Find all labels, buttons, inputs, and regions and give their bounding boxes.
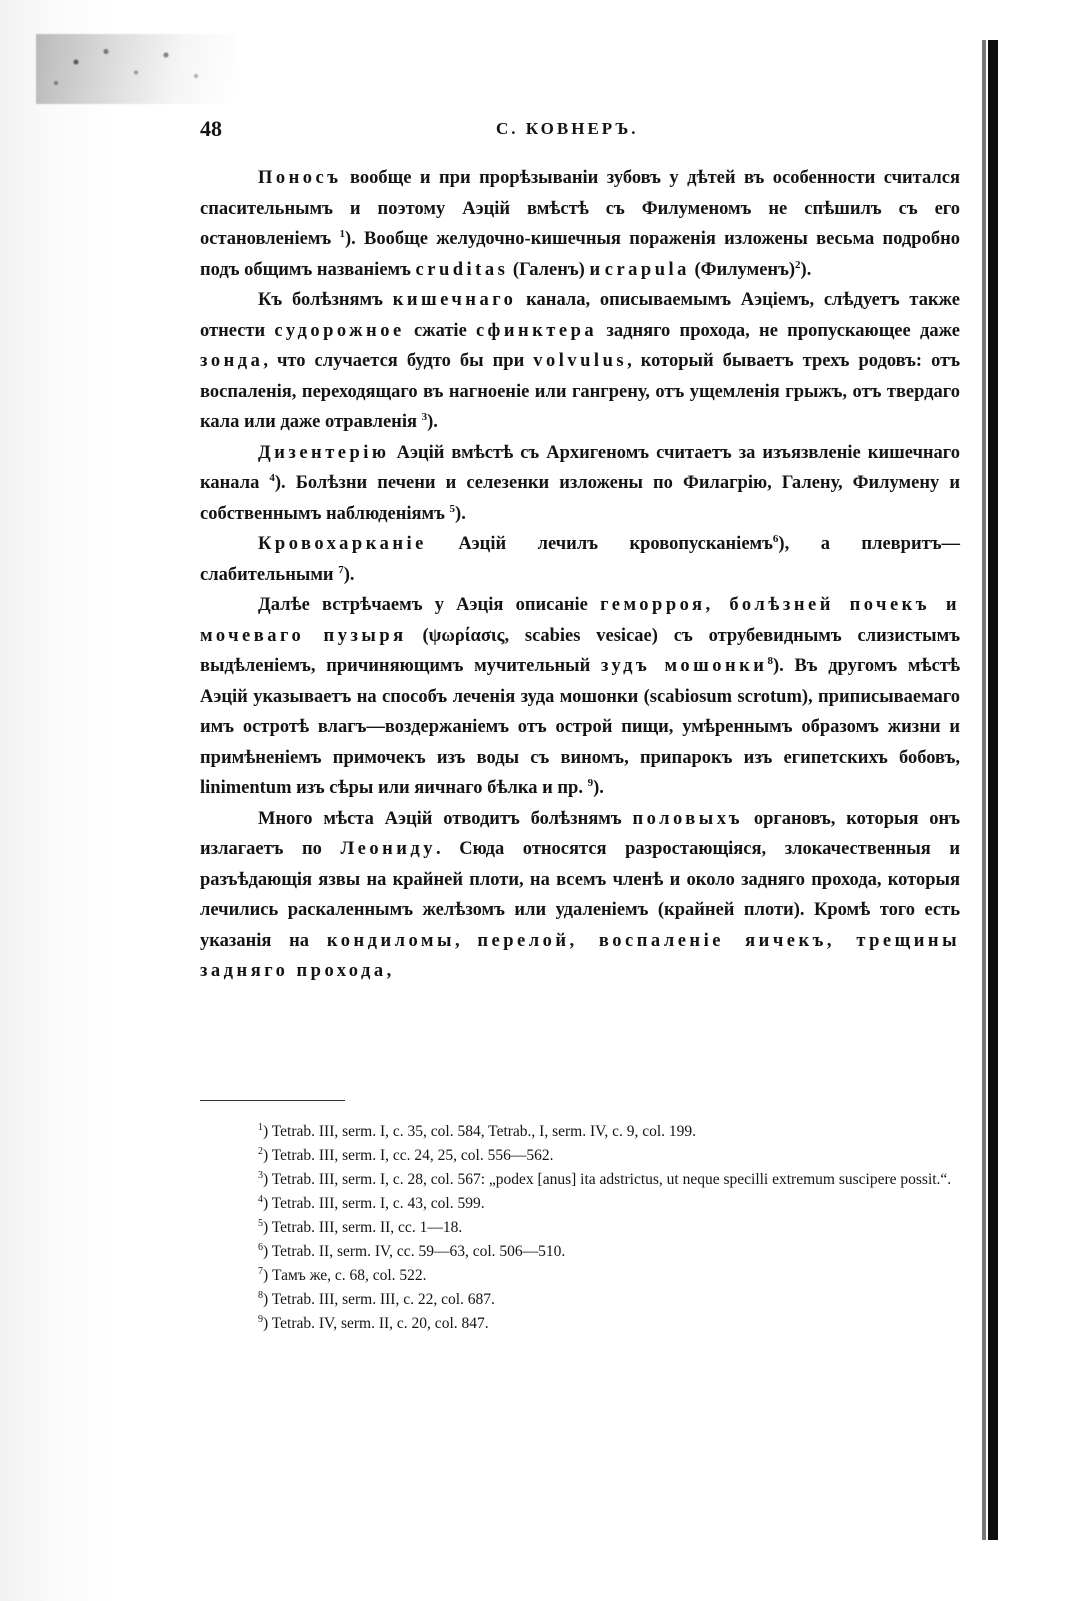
footnotes xyxy=(200,1120,960,1336)
text-run: ). xyxy=(427,412,438,432)
footnote-mark: 5 xyxy=(258,1217,263,1229)
page-header xyxy=(200,116,960,146)
footnote-text: ) Tetrab. III, serm. I, c. 43, col. 599. xyxy=(263,1195,485,1212)
emphasis-term: Поносъ xyxy=(258,168,342,188)
footnote-mark: 9 xyxy=(258,1313,263,1325)
text-run: . Сюда относятся разростающіяся, злокачественныя и разъѣдающія язвы на крайней плоти, на всемъ членѣ и около задняго прохода, которыя лечились раскаленнымъ желѣзомъ или удаленіемъ (крайней плоти). Кромѣ того есть указанія на xyxy=(200,839,961,951)
text-run: ). xyxy=(593,778,604,798)
footnote-ref: 6 xyxy=(772,532,779,545)
footnote-mark: 2 xyxy=(258,1145,263,1157)
emphasis-term: Леониду xyxy=(340,839,437,859)
emphasis-term: судорожное xyxy=(274,320,405,341)
footnote-text: ) Тамъ же, c. 68, col. 522. xyxy=(263,1267,427,1284)
text-run: ). Вообще желудочно-кишечныя пораженія изложены весьма подробно подъ общимъ названіемъ xyxy=(200,229,960,280)
footnote xyxy=(200,1288,960,1312)
running-head: С. КОВНЕРЪ. xyxy=(496,119,639,138)
footnote xyxy=(200,1144,960,1168)
emphasis-term: сфинктера xyxy=(476,320,598,341)
emphasis-term: перелой, воспаленіе яичекъ, трещины задняго прохода xyxy=(200,930,961,981)
paragraph xyxy=(200,804,960,987)
text-run: ). xyxy=(455,503,466,524)
emphasis-term: crapula xyxy=(604,259,690,280)
emphasis-term: кондиломы xyxy=(326,930,455,951)
emphasis-term: cruditas xyxy=(415,259,509,280)
footnote-ref: 9 xyxy=(587,776,594,789)
paragraph xyxy=(200,438,960,530)
emphasis-term: volvulus xyxy=(533,351,628,371)
footnote-text: ) Tetrab. III, serm. I, c. 35, col. 584, Tetrab., I, serm. IV, c. 9, col. 199. xyxy=(263,1123,697,1140)
footnote xyxy=(200,1192,960,1216)
text-run: органовъ, которыя онъ излагаетъ по xyxy=(200,808,960,859)
emphasis-term: геморроя, болѣзней почекъ и мочеваго пузыря xyxy=(200,595,960,646)
footnote-mark: 7 xyxy=(258,1265,263,1277)
scan-edge-shadow xyxy=(0,0,120,1601)
paragraph xyxy=(200,529,960,590)
footnote-ref: 4 xyxy=(269,471,275,484)
text-run: задняго прохода, не пропускающее даже xyxy=(597,320,960,341)
paragraph xyxy=(200,590,960,804)
footnote-ref: 7 xyxy=(338,563,344,576)
footnote-mark: 4 xyxy=(258,1193,263,1205)
text-run: Къ болѣзнямъ xyxy=(258,290,393,310)
footnote-ref: 3 xyxy=(421,410,428,423)
emphasis-term: зудъ мошонки xyxy=(601,656,768,676)
footnote-mark: 1 xyxy=(258,1121,263,1133)
footnote-text: ) Tetrab. III, serm. I, c. 28, col. 567: „podex [anus] ita adstrictus, ut neque specilli extremum suscipere possit.“. xyxy=(263,1171,952,1188)
text-run: (Галенъ) и xyxy=(508,259,605,280)
footnote-mark: 8 xyxy=(258,1289,263,1301)
footnote-divider xyxy=(200,1100,345,1101)
footnote-ref: 2 xyxy=(795,258,801,271)
scan-speckle-mark xyxy=(36,34,236,104)
text-run: , xyxy=(386,961,392,981)
footnote-text: ) Tetrab. III, serm. I, cc. 24, 25, col. 556—562. xyxy=(263,1147,554,1164)
paragraph xyxy=(200,285,960,438)
text-run: , xyxy=(454,930,478,951)
footnote-text: ) Tetrab. III, serm. II, cc. 1—18. xyxy=(263,1219,463,1236)
text-run: Далѣе встрѣчаемъ у Аэція описаніе xyxy=(258,595,601,615)
footnote xyxy=(200,1240,960,1264)
footnote xyxy=(200,1264,960,1288)
text-run: Аэцій вмѣстѣ съ Архигеномъ считаетъ за изъязвленіе кишечнаго канала xyxy=(200,442,960,493)
text-run: Много мѣста Аэцій отводитъ болѣзнямъ xyxy=(258,808,633,829)
footnote-text: ) Tetrab. III, serm. III, c. 22, col. 687. xyxy=(263,1291,495,1308)
text-run: ). Въ другомъ мѣстѣ Аэцій указываетъ на способъ леченія зуда мошонки (scabiosum scrotum), приписываемаго имъ остротѣ влагъ—воздержаніемъ отъ острой пищи, умѣреннымъ образомъ жизни и примѣненіемъ примочекъ изъ воды съ виномъ, припарокъ изъ египетскихъ бобовъ, linimentum изъ сѣры или яичнаго бѣлка и пр. xyxy=(200,656,960,798)
text-run: ), а плевритъ— слабительными xyxy=(200,534,960,585)
footnote xyxy=(200,1168,960,1192)
text-run: канала, описываемымъ Аэціемъ, слѣдуетъ также отнести xyxy=(200,290,961,341)
text-run: Аэцій лечилъ кровопусканіемъ xyxy=(426,534,773,554)
text-run: вообще и при прорѣзываніи зубовъ у дѣтей въ особенности считался спасительнымъ и поэтому Аэцій вмѣстѣ съ Филуменомъ не спѣшилъ съ его остановленіемъ xyxy=(200,168,960,249)
emphasis-term: Кровохарканіе xyxy=(258,534,427,554)
emphasis-term: Дизентерію xyxy=(258,442,390,463)
text-run: (ψωρίασις, scabies vesicae) съ отрубевиднымъ слизистымъ выдѣленіемъ, причиняющимъ мучительный xyxy=(200,625,960,676)
footnote-ref: 1 xyxy=(339,227,345,240)
text-run: , который бываетъ трехъ родовъ: отъ воспаленія, переходящаго въ нагноеніе или гангрену, отъ ущемленія грыжъ, отъ твердаго кала или даже отравленія xyxy=(200,351,960,432)
footnote xyxy=(200,1120,960,1144)
text-run: ). xyxy=(343,564,355,585)
footnote-ref: 8 xyxy=(767,654,773,667)
page-number: 48 xyxy=(200,116,222,141)
text-run: , что случается будто бы при xyxy=(263,351,534,371)
footnote-mark: 6 xyxy=(258,1241,263,1253)
main-text xyxy=(200,163,960,987)
footnote xyxy=(200,1312,960,1336)
text-run: (Филуменъ) xyxy=(689,259,796,280)
text-run: ). xyxy=(800,259,812,280)
paragraph xyxy=(200,163,960,285)
footnote-mark: 3 xyxy=(258,1169,263,1181)
text-run: ). Болѣзни печени и селезенки изложены по Филагрію, Галену, Филумену и собственнымъ наблюденіямъ xyxy=(200,473,960,524)
footnote-ref: 5 xyxy=(449,502,456,515)
footnote xyxy=(200,1216,960,1240)
text-run: сжатіе xyxy=(404,320,477,341)
emphasis-term: кишечнаго xyxy=(392,290,517,310)
footnote-text: ) Tetrab. II, serm. IV, cc. 59—63, col. 506—510. xyxy=(263,1243,566,1260)
footnote-text: ) Tetrab. IV, serm. II, c. 20, col. 847. xyxy=(263,1315,489,1332)
emphasis-term: зонда xyxy=(200,351,264,371)
scan-binding-edge xyxy=(988,40,998,1540)
emphasis-term: половыхъ xyxy=(632,808,744,829)
